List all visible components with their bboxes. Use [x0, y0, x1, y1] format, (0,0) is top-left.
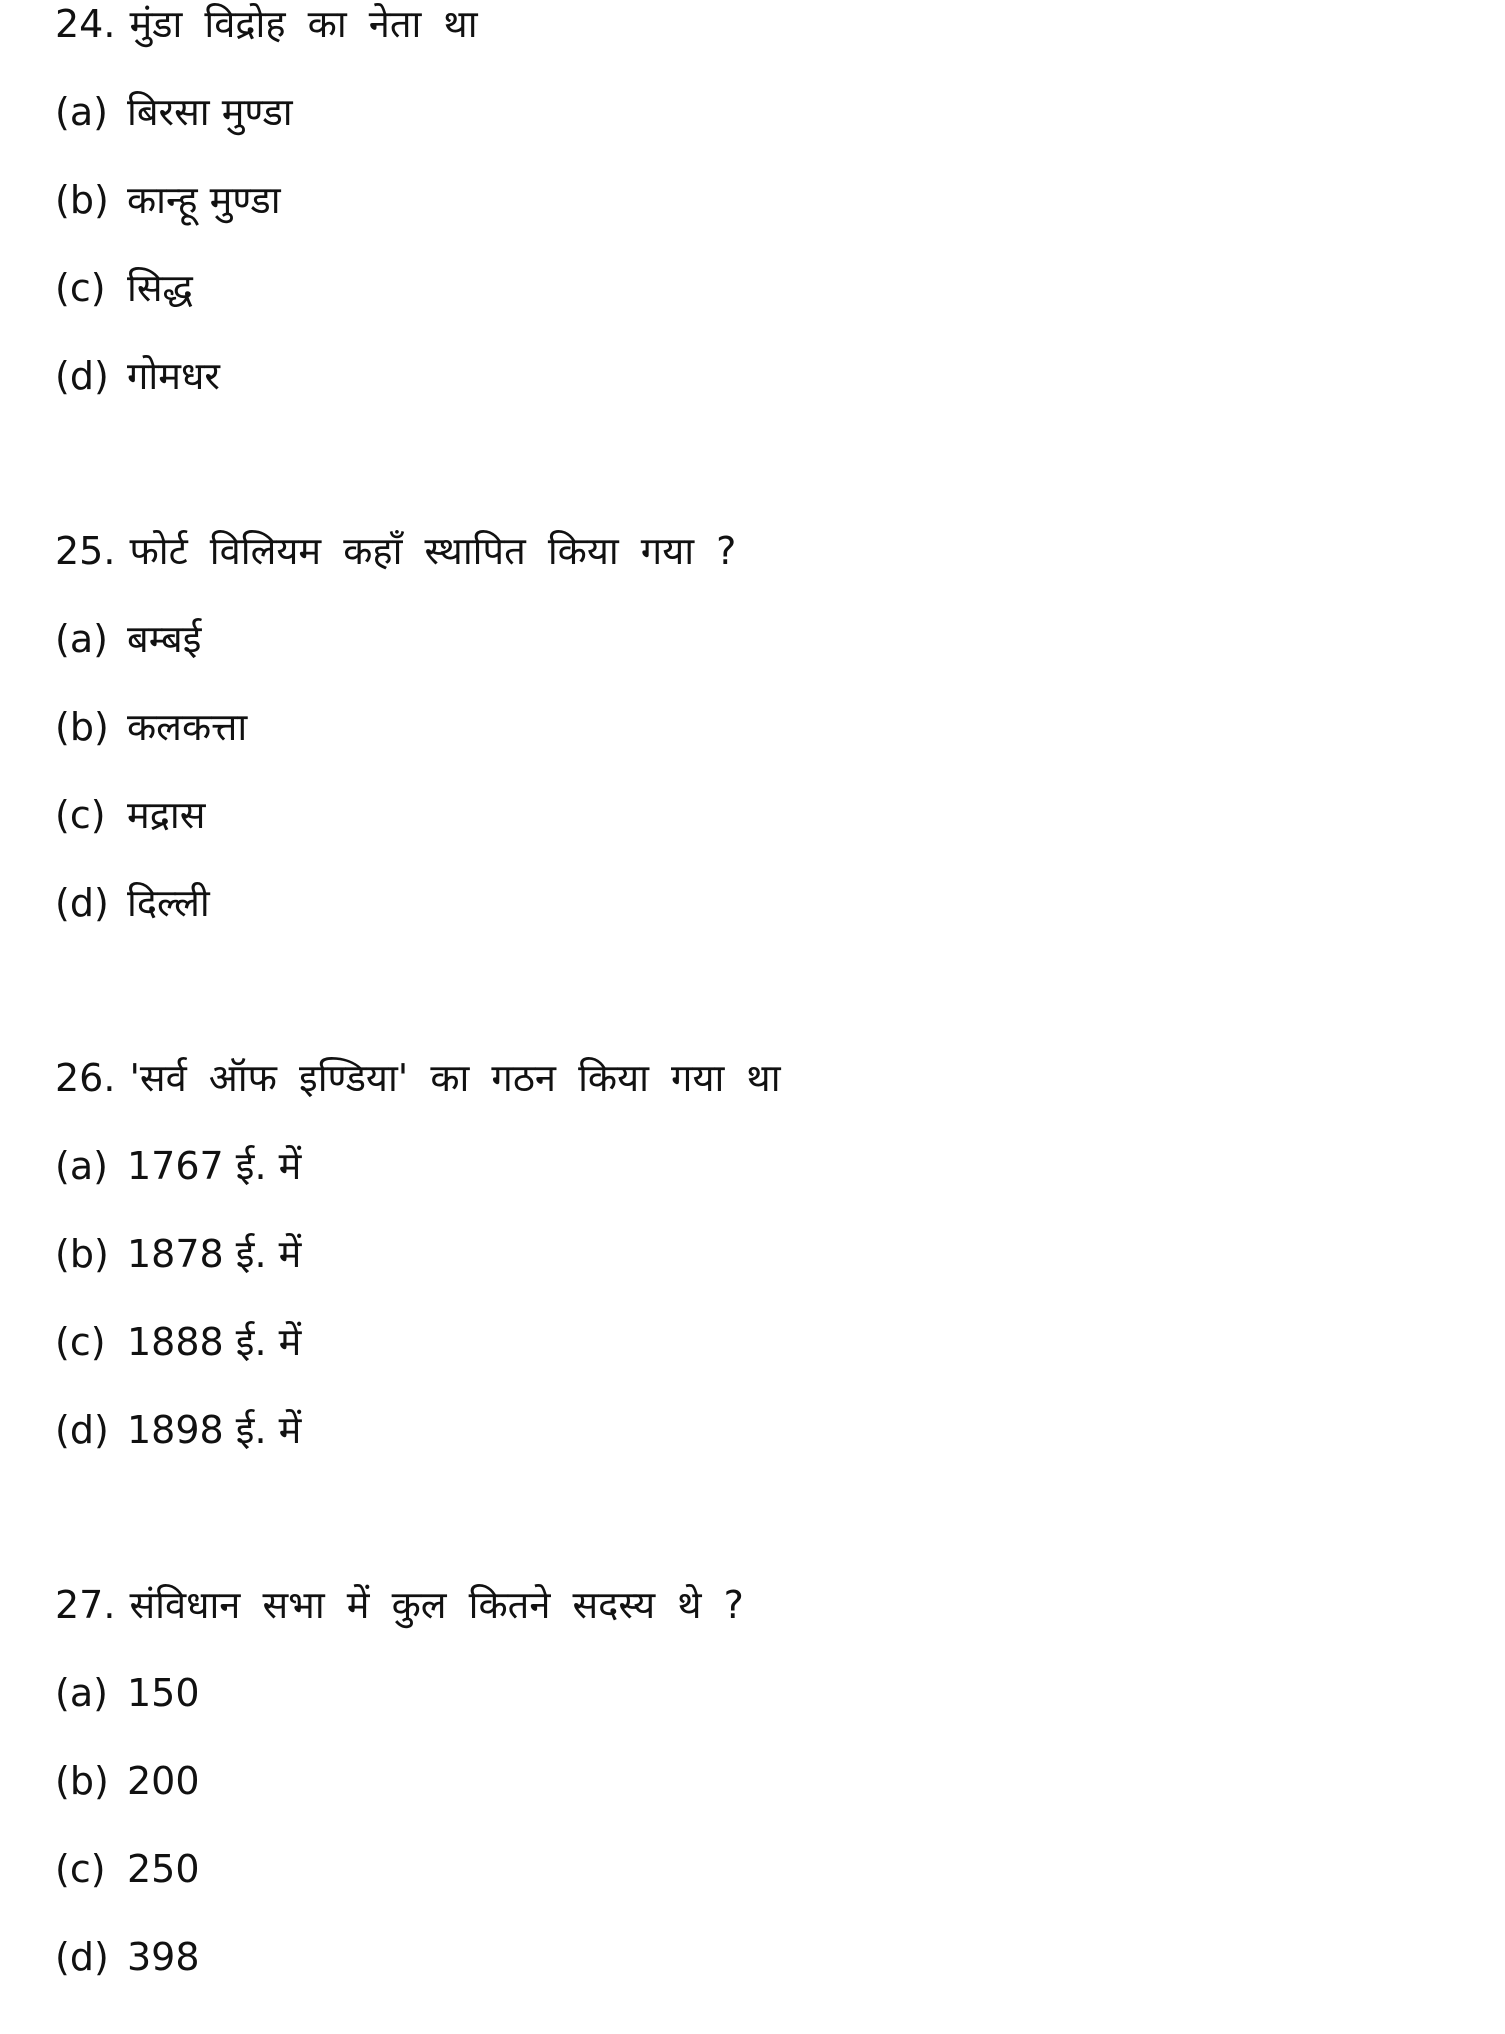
option-text: कान्हू मुण्डा	[127, 178, 281, 222]
question-stem	[55, 1581, 1455, 1629]
option-label: (a)	[55, 1144, 108, 1188]
option-c	[55, 1298, 1455, 1386]
option-label: (b)	[55, 178, 109, 222]
question-24	[55, 0, 1455, 420]
option-a	[55, 1649, 1455, 1737]
question-text: मुंडा विद्रोह का नेता था	[129, 2, 478, 46]
option-text: 1888 ई. में	[127, 1320, 302, 1364]
question-text: फोर्ट विलियम कहाँ स्थापित किया गया ?	[129, 529, 737, 573]
question-25	[55, 527, 1455, 947]
option-label: (b)	[55, 705, 109, 749]
option-label: (d)	[55, 881, 109, 925]
question-text: संविधान सभा में कुल कितने सदस्य थे ?	[129, 1583, 744, 1627]
option-label: (c)	[55, 266, 106, 310]
option-d	[55, 859, 1455, 947]
option-label: (a)	[55, 90, 108, 134]
option-text: बिरसा मुण्डा	[127, 90, 293, 134]
option-label: (d)	[55, 354, 109, 398]
question-number: 24.	[55, 2, 116, 46]
option-text: 150	[127, 1671, 200, 1715]
option-label: (c)	[55, 793, 106, 837]
option-text: 398	[127, 1935, 200, 1979]
option-b	[55, 156, 1455, 244]
option-label: (c)	[55, 1320, 106, 1364]
option-b	[55, 1737, 1455, 1825]
option-label: (b)	[55, 1759, 109, 1803]
option-d	[55, 332, 1455, 420]
question-stem	[55, 1054, 1455, 1102]
option-a	[55, 68, 1455, 156]
option-text: गोमधर	[127, 354, 220, 398]
option-text: दिल्ली	[127, 881, 210, 925]
option-d	[55, 1913, 1455, 2001]
option-a	[55, 595, 1455, 683]
question-stem	[55, 0, 1455, 48]
option-text: कलकत्ता	[127, 705, 248, 749]
option-b	[55, 683, 1455, 771]
option-label: (d)	[55, 1935, 109, 1979]
option-c	[55, 244, 1455, 332]
option-text: सिद्ध	[127, 266, 193, 310]
question-stem	[55, 527, 1455, 575]
option-label: (b)	[55, 1232, 109, 1276]
option-c	[55, 771, 1455, 859]
option-label: (c)	[55, 1847, 106, 1891]
option-b	[55, 1210, 1455, 1298]
question-27	[55, 1581, 1455, 2001]
option-text: 1767 ई. में	[127, 1144, 302, 1188]
option-c	[55, 1825, 1455, 1913]
option-label: (d)	[55, 1408, 109, 1452]
option-text: बम्बई	[127, 617, 202, 661]
option-label: (a)	[55, 617, 108, 661]
option-text: 1898 ई. में	[127, 1408, 302, 1452]
question-number: 26.	[55, 1056, 116, 1100]
question-number: 25.	[55, 529, 116, 573]
option-a	[55, 1122, 1455, 1210]
option-text: 250	[127, 1847, 200, 1891]
question-number: 27.	[55, 1583, 116, 1627]
question-text: 'सर्व ऑफ इण्डिया' का गठन किया गया था	[129, 1056, 781, 1100]
option-label: (a)	[55, 1671, 108, 1715]
option-d	[55, 1386, 1455, 1474]
question-26	[55, 1054, 1455, 1474]
option-text: मद्रास	[127, 793, 206, 837]
option-text: 200	[127, 1759, 200, 1803]
option-text: 1878 ई. में	[127, 1232, 302, 1276]
